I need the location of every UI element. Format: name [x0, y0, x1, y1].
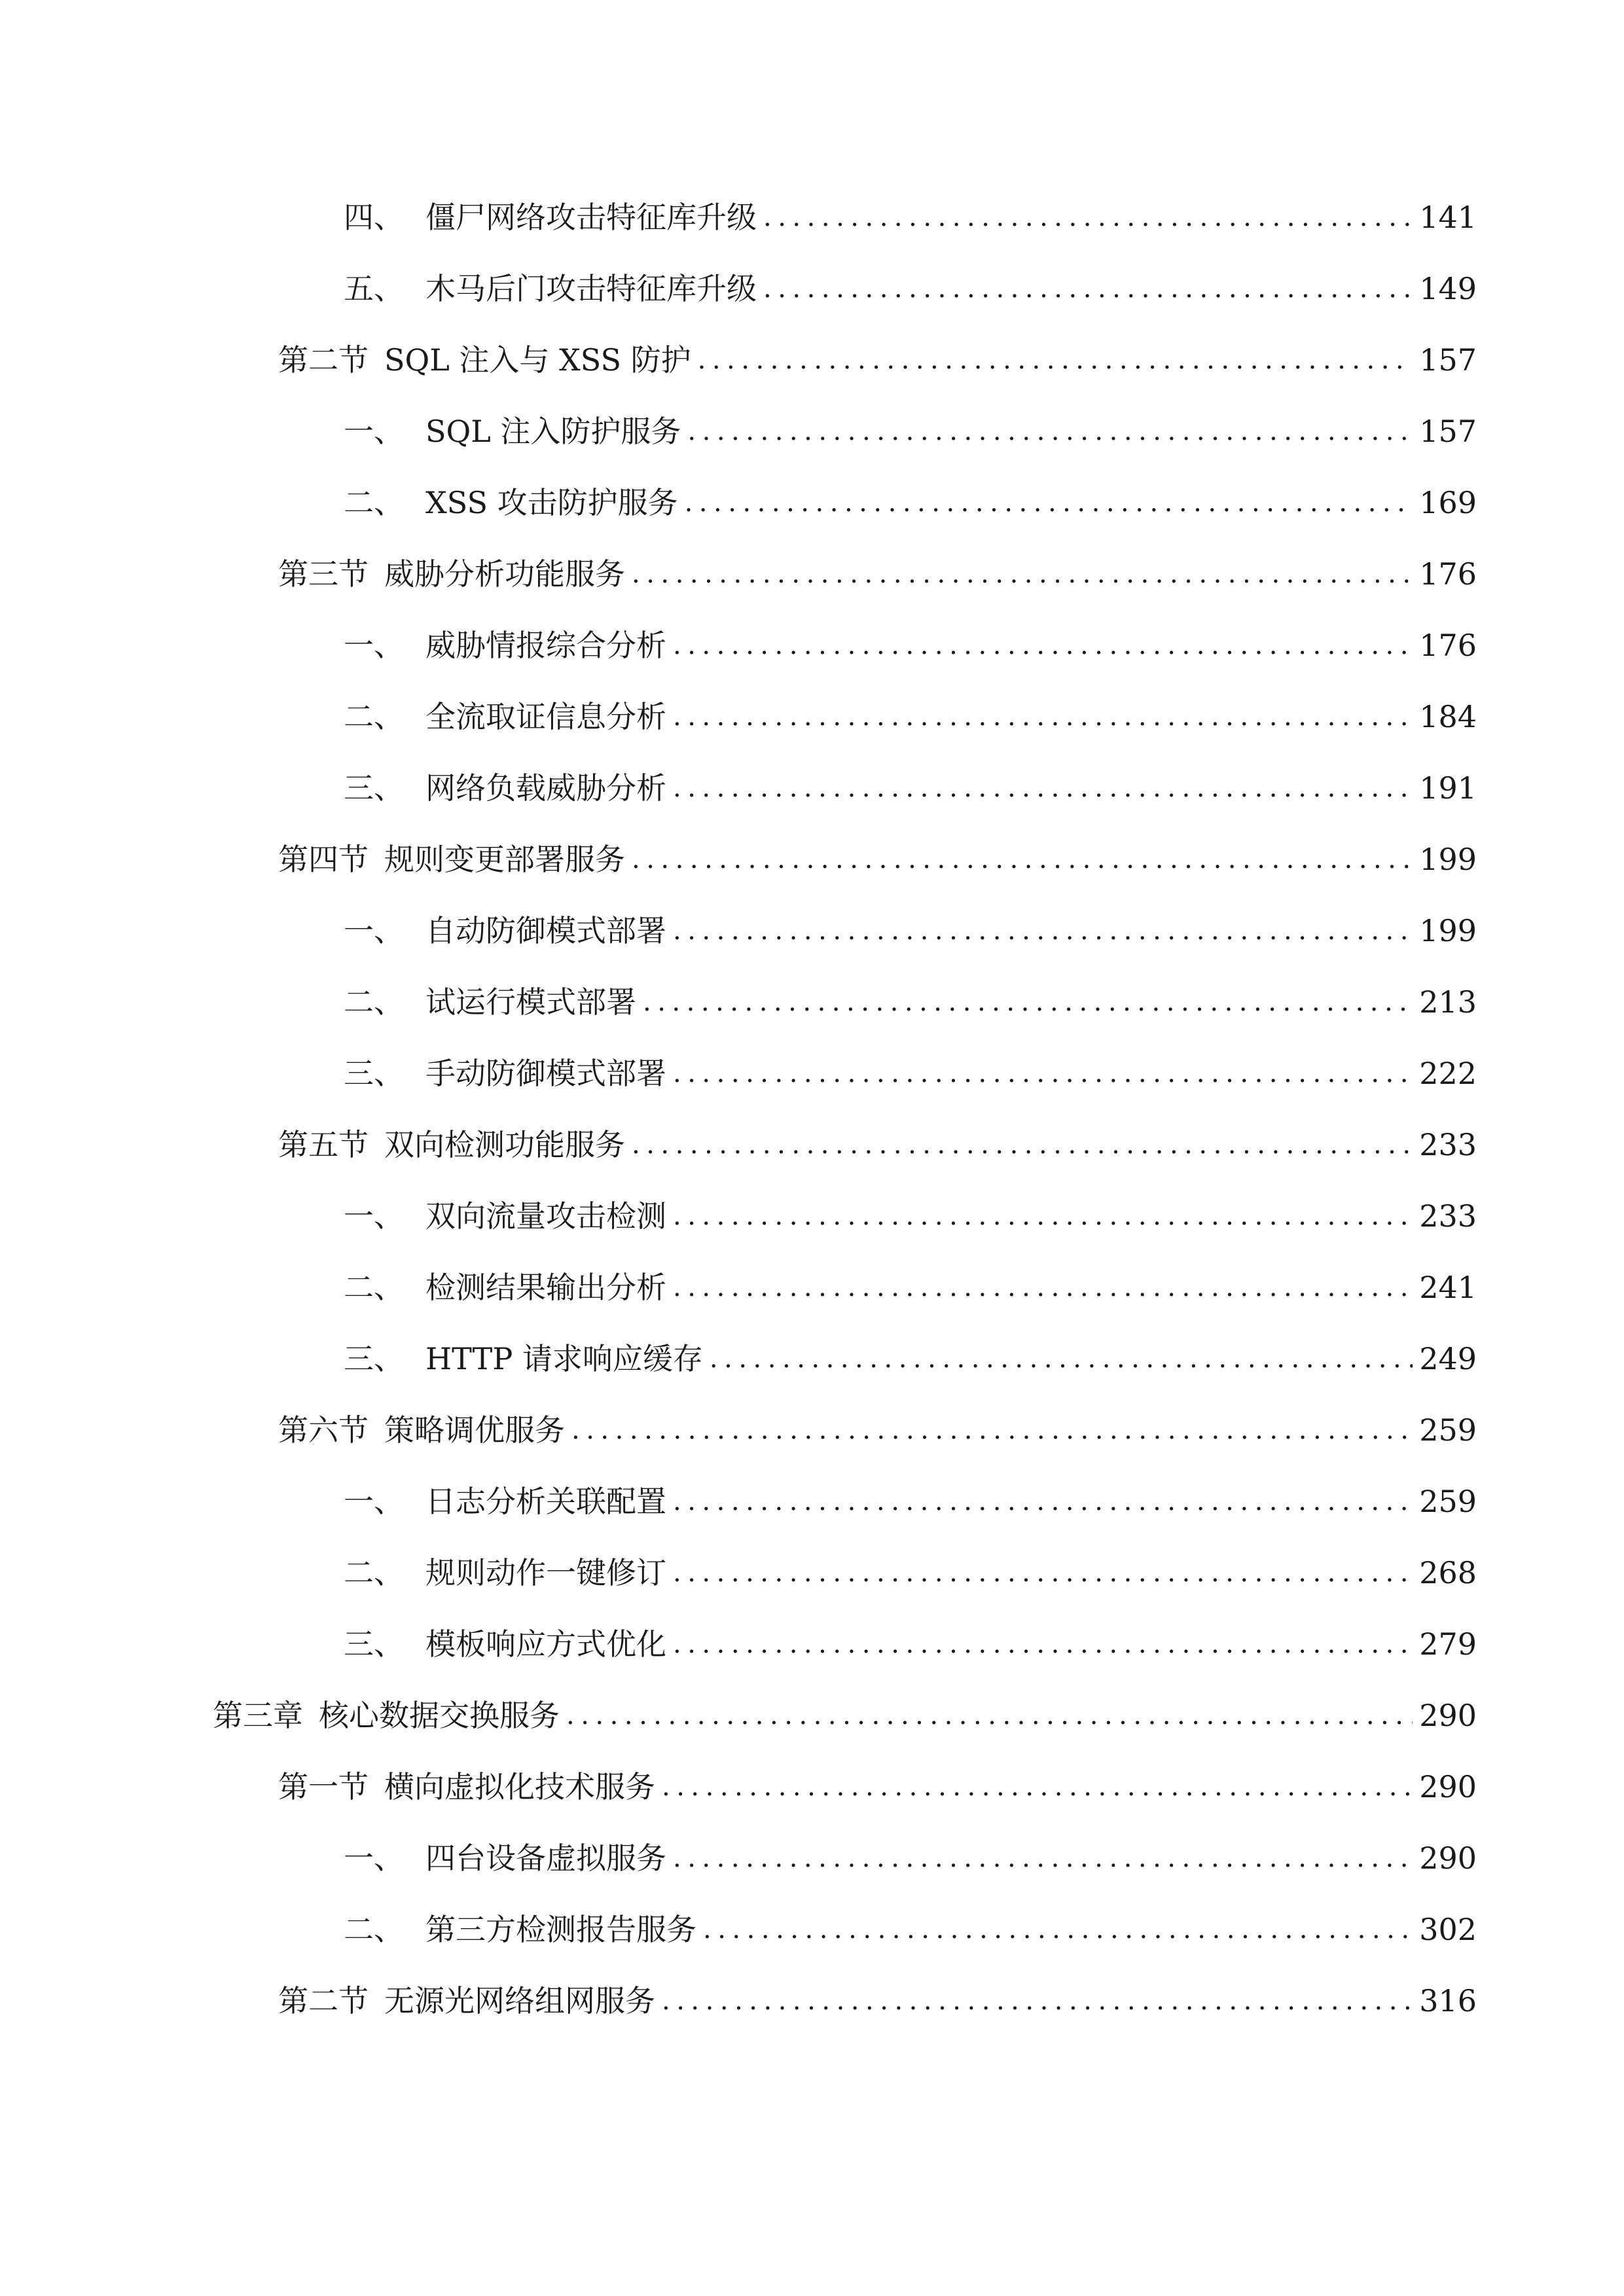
- toc-entry[interactable]: [344, 1333, 1477, 1385]
- toc-entry-title: 威胁情报综合分析: [425, 628, 666, 663]
- toc-entry-number: 一、: [344, 628, 404, 663]
- toc-entry-number: 三、: [344, 770, 404, 806]
- toc-entry[interactable]: [344, 762, 1477, 814]
- dot-leader: [763, 262, 1413, 315]
- toc-entry-page: 302: [1419, 1912, 1477, 1947]
- dot-leader: [643, 976, 1413, 1028]
- toc-entry[interactable]: [278, 334, 1477, 386]
- toc-entry[interactable]: [344, 1903, 1477, 1956]
- toc-entry-title: 威胁分析功能服务: [384, 556, 625, 592]
- toc-entry-title: 模板响应方式优化: [425, 1626, 666, 1662]
- toc-entry-number: 第六节: [278, 1412, 369, 1448]
- toc-entry[interactable]: [344, 1047, 1477, 1100]
- toc-entry-title: SQL 注入防护服务: [425, 414, 681, 449]
- dot-leader: [673, 1047, 1413, 1100]
- toc-entry-title: XSS 攻击防护服务: [425, 485, 678, 520]
- dot-leader: [566, 1689, 1413, 1742]
- toc-entry[interactable]: [344, 1547, 1477, 1599]
- toc-entry-title: 自动防御模式部署: [425, 913, 666, 948]
- toc-entry-number: 二、: [344, 984, 404, 1020]
- toc-entry-page: 157: [1419, 414, 1477, 449]
- dot-leader: [763, 191, 1413, 243]
- toc-entry-number: 五、: [344, 271, 404, 306]
- toc-entry-title: SQL 注入与 XSS 防护: [384, 342, 691, 378]
- toc-entry-title: 双向检测功能服务: [384, 1127, 625, 1162]
- toc-entry-page: 241: [1419, 1270, 1477, 1305]
- dot-leader: [673, 1832, 1413, 1884]
- toc-entry-page: 169: [1419, 485, 1477, 520]
- toc-entry[interactable]: [344, 1618, 1477, 1670]
- toc-entry-number: 二、: [344, 1555, 404, 1590]
- toc-entry-number: 第二节: [278, 1983, 369, 2018]
- toc-entry[interactable]: [344, 619, 1477, 672]
- dot-leader: [632, 548, 1413, 600]
- dot-leader: [673, 1475, 1413, 1528]
- toc-entry-title: 策略调优服务: [384, 1412, 565, 1448]
- toc-entry-number: 二、: [344, 1270, 404, 1305]
- toc-entry-page: 157: [1419, 342, 1477, 378]
- toc-entry-title: 木马后门攻击特征库升级: [425, 271, 757, 306]
- toc-entry[interactable]: [278, 1761, 1477, 1813]
- toc-entry[interactable]: [278, 1975, 1477, 2027]
- toc-entry[interactable]: [278, 833, 1477, 886]
- toc-entry[interactable]: [344, 405, 1477, 457]
- toc-entry-page: 268: [1419, 1555, 1477, 1590]
- toc-entry-page: 176: [1419, 628, 1477, 663]
- toc-entry-number: 一、: [344, 1484, 404, 1519]
- toc-entry-page: 199: [1419, 913, 1477, 948]
- toc-entry-title: 双向流量攻击检测: [425, 1198, 666, 1234]
- toc-entry-number: 四、: [344, 200, 404, 235]
- toc-entry-number: 三、: [344, 1056, 404, 1091]
- toc-entry-page: 290: [1419, 1769, 1477, 1804]
- toc-entry-number: 第一节: [278, 1769, 369, 1804]
- toc-entry[interactable]: [344, 691, 1477, 743]
- toc-entry-page: 176: [1419, 556, 1477, 592]
- toc-entry-page: 184: [1419, 699, 1477, 734]
- toc-entry-number: 二、: [344, 699, 404, 734]
- toc-entry-number: 一、: [344, 414, 404, 449]
- dot-leader: [698, 334, 1413, 386]
- dot-leader: [571, 1404, 1413, 1456]
- dot-leader: [662, 1975, 1413, 2027]
- toc-entry-page: 290: [1419, 1698, 1477, 1733]
- toc-entry-title: 全流取证信息分析: [425, 699, 666, 734]
- toc-entry-number: 第三节: [278, 556, 369, 592]
- toc-entry[interactable]: [213, 1689, 1477, 1742]
- dot-leader: [685, 476, 1413, 529]
- toc-entry-title: HTTP 请求响应缓存: [425, 1341, 703, 1376]
- toc-entry-title: 规则动作一键修订: [425, 1555, 666, 1590]
- toc-entry-title: 日志分析关联配置: [425, 1484, 666, 1519]
- dot-leader: [710, 1333, 1413, 1385]
- toc-entry[interactable]: [344, 191, 1477, 243]
- toc-entry-number: 三、: [344, 1341, 404, 1376]
- toc-entry-page: 213: [1419, 984, 1477, 1020]
- dot-leader: [632, 1119, 1413, 1171]
- toc-entry-number: 二、: [344, 485, 404, 520]
- toc-entry-page: 249: [1419, 1341, 1477, 1376]
- dot-leader: [673, 1618, 1413, 1670]
- toc-entry-page: 290: [1419, 1840, 1477, 1876]
- dot-leader: [673, 1261, 1413, 1314]
- toc-entry-title: 网络负载威胁分析: [425, 770, 666, 806]
- toc-entry-number: 一、: [344, 913, 404, 948]
- toc-entry[interactable]: [278, 1119, 1477, 1171]
- toc-entry-number: 二、: [344, 1912, 404, 1947]
- toc-entry-page: 279: [1419, 1626, 1477, 1662]
- dot-leader: [673, 691, 1413, 743]
- dot-leader: [673, 905, 1413, 957]
- dot-leader: [632, 833, 1413, 886]
- dot-leader: [673, 619, 1413, 672]
- toc-entry-title: 规则变更部署服务: [384, 842, 625, 877]
- toc-entry-title: 核心数据交换服务: [319, 1698, 560, 1733]
- toc-entry[interactable]: [344, 262, 1477, 315]
- toc-entry[interactable]: [344, 1190, 1477, 1242]
- toc-entry-title: 手动防御模式部署: [425, 1056, 666, 1091]
- dot-leader: [687, 405, 1413, 457]
- toc-entry-page: 233: [1419, 1127, 1477, 1162]
- toc-entry[interactable]: [344, 905, 1477, 957]
- toc-entry-number: 一、: [344, 1840, 404, 1876]
- toc-entry-page: 222: [1419, 1056, 1477, 1091]
- toc-entry-page: 149: [1419, 271, 1477, 306]
- dot-leader: [662, 1761, 1413, 1813]
- toc-entry-page: 259: [1419, 1412, 1477, 1448]
- toc-entry-number: 第二节: [278, 342, 369, 378]
- toc-entry[interactable]: [344, 976, 1477, 1028]
- toc-entry[interactable]: [344, 476, 1477, 529]
- toc-entry-title: 四台设备虚拟服务: [425, 1840, 666, 1876]
- toc-entry-number: 第四节: [278, 842, 369, 877]
- toc-entry-title: 第三方检测报告服务: [425, 1912, 696, 1947]
- toc-entry-number: 一、: [344, 1198, 404, 1234]
- toc-entry-number: 第五节: [278, 1127, 369, 1162]
- toc-entry-page: 191: [1419, 770, 1477, 806]
- toc-entry-title: 检测结果输出分析: [425, 1270, 666, 1305]
- toc-entry-page: 141: [1419, 200, 1477, 235]
- toc-entry-title: 僵尸网络攻击特征库升级: [425, 200, 757, 235]
- toc-entry-page: 259: [1419, 1484, 1477, 1519]
- dot-leader: [673, 1547, 1413, 1599]
- toc-entry-title: 横向虚拟化技术服务: [384, 1769, 655, 1804]
- toc-entry-page: 233: [1419, 1198, 1477, 1234]
- dot-leader: [703, 1903, 1413, 1956]
- toc-entry[interactable]: [344, 1261, 1477, 1314]
- toc-entry[interactable]: [344, 1475, 1477, 1528]
- toc-entry[interactable]: [278, 548, 1477, 600]
- toc-entry-number: 第三章: [213, 1698, 303, 1733]
- toc-entry-number: 三、: [344, 1626, 404, 1662]
- toc-entry-page: 199: [1419, 842, 1477, 877]
- toc-entry-page: 316: [1419, 1983, 1477, 2018]
- toc-entry[interactable]: [344, 1832, 1477, 1884]
- toc-entry-title: 无源光网络组网服务: [384, 1983, 655, 2018]
- toc-entry-title: 试运行模式部署: [425, 984, 636, 1020]
- toc-entry[interactable]: [278, 1404, 1477, 1456]
- dot-leader: [673, 1190, 1413, 1242]
- dot-leader: [673, 762, 1413, 814]
